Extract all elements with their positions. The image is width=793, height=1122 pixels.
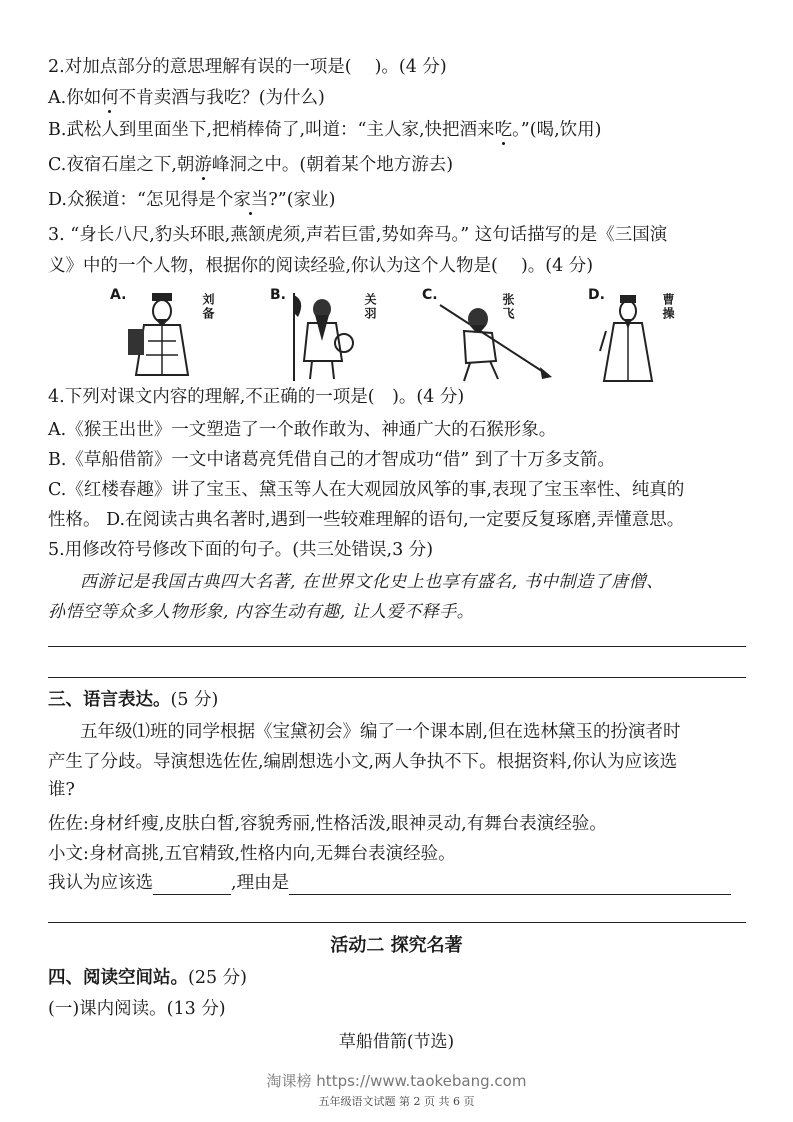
section-3-paragraph-line-2: 产生了分歧。导演想选佐佐,编剧想选小文,两人争执不下。根据资料,你认为应该选: [48, 752, 678, 772]
q5-sentence-line-1: 西游记是我国古典四大名著, 在世界文化史上也享有盛名, 书中制造了唐僧、: [80, 572, 664, 592]
q4-option-b: B.《草船借箭》一文中诸葛亮凭借自己的才智成功“借” 到了十万多支箭。: [48, 450, 615, 470]
figure-name: 刘备: [201, 293, 215, 321]
page-footer: 五年级语文试题 第 2 页 共 6 页: [318, 1095, 475, 1108]
passage-title: 草船借箭(节选): [338, 1032, 455, 1052]
answer-line: [48, 922, 746, 923]
q3-line-1: 3. “身长八尺,豹头环眼,燕颔虎须,声若巨雷,势如奔马。” 这句话描写的是《三国演: [48, 225, 668, 245]
section-3-paragraph-line-1: 五年级⑴班的同学根据《宝黛初会》编了一个课本剧,但在选林黛玉的扮演者时: [80, 722, 681, 742]
figure-name: 曹操: [661, 293, 675, 321]
section-3-paragraph-line-3: 谁?: [48, 780, 75, 800]
zuozuo-profile: 佐佐:身材纤瘦,皮肤白皙,容貌秀丽,性格活泼,眼神灵动,有舞台表演经验。: [48, 814, 607, 834]
q4-option-a: A.《猴王出世》一文塑造了一个敢作敢为、神通广大的石猴形象。: [48, 420, 557, 440]
liubei-illustration: [122, 291, 202, 383]
option-letter: B.: [270, 287, 286, 303]
section-4-heading: 四、阅读空间站。(25 分): [48, 968, 247, 988]
q2-stem: 2.对加点部分的意思理解有误的一项是( )。(4 分): [48, 57, 447, 77]
option-letter: C.: [422, 287, 438, 303]
guanyu-illustration: [284, 291, 364, 383]
dotted-char: 游: [194, 155, 212, 175]
activity-2-title: 活动二 探究名著: [330, 935, 463, 956]
figure-name: 关羽: [363, 293, 377, 321]
q2-option-b: B.武松人到里面坐下,把梢棒倚了,叫道：“主人家,快把酒来吃。”(喝,饮用): [48, 120, 602, 140]
q5-sentence-line-2: 孙悟空等众多人物形象, 内容生动有趣, 让人爱不释手。: [48, 602, 475, 622]
dotted-char: 家当: [233, 190, 269, 210]
option-d-figure: [588, 285, 688, 385]
dotted-char: 何: [101, 88, 119, 108]
zhangfei-illustration: [436, 291, 556, 383]
q3-line-2: 义》中的一个人物，根据你的阅读经验,你认为这个人物是( )。(4 分): [48, 256, 594, 276]
reason-blank[interactable]: [289, 876, 731, 895]
q4-option-c-d-line-2: 性格。 D.在阅读古典名著时,遇到一些较难理解的语句,一定要反复琢磨,弄懂意思。: [48, 510, 685, 530]
q2-option-a: A.你如何不肯卖酒与我吃？(为什么): [48, 88, 325, 108]
q4-stem: 4.下列对课文内容的理解,不正确的一项是( )。(4 分): [48, 387, 465, 407]
reason-prompt: ,理由是: [231, 873, 290, 893]
figure-name: 张飞: [501, 293, 515, 321]
dotted-char: 吃: [494, 120, 513, 140]
section-3-heading: 三、语言表达。(5 分): [48, 690, 219, 710]
q2-option-d: D.众猴道：“怎见得是个家当?”(家业): [48, 190, 336, 210]
option-c-figure: [422, 285, 552, 385]
q2-option-c: C.夜宿石崖之下,朝游峰洞之中。(朝着某个地方游去): [48, 155, 454, 175]
xiaowen-profile: 小文:身材高挑,五官精致,性格内向,无舞台表演经验。: [48, 844, 456, 864]
choice-blank[interactable]: [153, 876, 231, 895]
option-letter: A.: [110, 287, 127, 303]
q5-stem: 5.用修改符号修改下面的句子。(共三处错误,3 分): [48, 540, 434, 560]
watermark: 淘课榜 https://www.taokebang.com: [266, 1072, 527, 1090]
section-4-subheading: (一)课内阅读。(13 分): [48, 999, 226, 1019]
q4-option-c-line-1: C.《红楼春趣》讲了宝玉、黛玉等人在大观园放风筝的事,表现了宝玉率性、纯真的: [48, 480, 685, 500]
answer-line: [48, 646, 746, 647]
answer-line: [48, 677, 746, 678]
answer-prompt: 我认为应该选: [48, 873, 153, 893]
option-b-figure: [270, 285, 390, 385]
caocao-illustration: [598, 291, 658, 383]
answer-row: [48, 871, 731, 895]
option-letter: D.: [588, 287, 605, 303]
option-a-figure: [110, 285, 220, 385]
q3-figure-options: [110, 285, 690, 385]
